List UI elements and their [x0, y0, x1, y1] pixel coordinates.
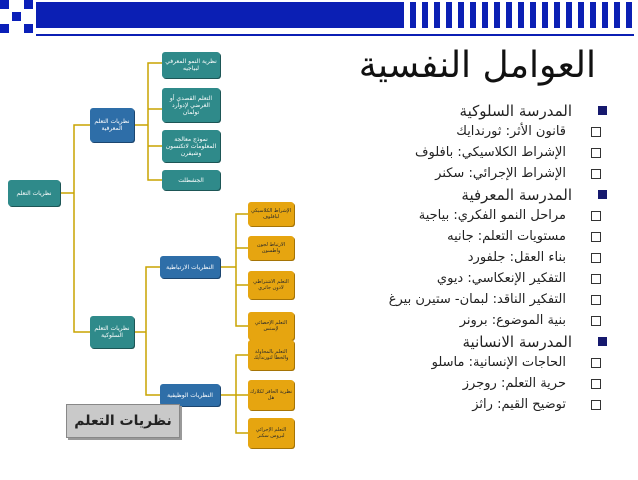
hollow-square-bullet-icon [584, 232, 608, 242]
header-bar [36, 2, 634, 28]
diagram-leaf-node: الإشراط الكلاسيكي لبافلوف [248, 202, 294, 226]
hollow-square-bullet-icon [584, 295, 608, 305]
diagram-leaf-node: التعلم بالمحاولة والخطأ لثورندايك [248, 340, 294, 370]
slide-title: العوامل النفسية [358, 45, 596, 86]
hollow-square-bullet-icon [584, 127, 608, 137]
diagram-leaf-node: نظرية الحافز لكلارك هل [248, 380, 294, 410]
title-rule [36, 34, 634, 36]
diagram-group-node: نظريات التعلم المعرفية [90, 108, 134, 142]
diagram-leaf-node: التعلم الإحصائي لإستس [248, 312, 294, 340]
outline-subitem: بناء العقل: جلفورد [314, 247, 614, 268]
outline-subitem: مراحل النمو الفكري: بياجية [314, 205, 614, 226]
outline-subitem: التفكير الإنعكاسي: ديوي [314, 268, 614, 289]
hollow-square-bullet-icon [584, 253, 608, 263]
diagram-leaf-node: التعلم القصدي أو الغرضي لإدوارد تولمان [162, 88, 220, 122]
diagram-subgroup-node: النظريات الوظيفية [160, 384, 220, 406]
outline-subitem: الإشراط الإجرائي: سكنر [314, 163, 614, 184]
square-bullet-icon [590, 106, 614, 115]
hollow-square-bullet-icon [584, 274, 608, 284]
outline-subitem: الإشراط الكلاسيكي: بافلوف [314, 142, 614, 163]
hollow-square-bullet-icon [584, 400, 608, 410]
hollow-square-bullet-icon [584, 316, 608, 326]
outline-subitem: بنية الموضوع: برونر [314, 310, 614, 331]
outline-subitem: الحاجات الإنسانية: ماسلو [314, 352, 614, 373]
diagram-leaf-node: الجشطلت [162, 170, 220, 190]
diagram-leaf-node: نموذج معالجة المعلومات لاتكنسون وشيفرن [162, 130, 220, 162]
diagram-leaf-node: التعلم الإجرائي لبروس سكنر [248, 418, 294, 448]
diagram-leaf-node: نظرية النمو المعرفي لبياجيه [162, 52, 220, 78]
diagram-subgroup-node: النظريات الارتباطية [160, 256, 220, 278]
diagram-caption: نظريات التعلم [66, 404, 180, 438]
diagram-group-node: نظريات التعلم السلوكية [90, 316, 134, 348]
outline-list [314, 100, 614, 415]
header-stripes [404, 2, 634, 28]
outline-item: المدرسة السلوكية [314, 100, 614, 121]
square-bullet-icon [590, 190, 614, 199]
outline-subitem: مستويات التعلم: جانيه [314, 226, 614, 247]
outline-subitem: توضيح القيم: راثز [314, 394, 614, 415]
diagram-leaf-node: الارتباط لجون واطسون [248, 236, 294, 260]
hollow-square-bullet-icon [584, 358, 608, 368]
hollow-square-bullet-icon [584, 211, 608, 221]
diagram-root-node: نظريات التعلم [8, 180, 60, 206]
outline-subitem: التفكير الناقد: لبمان- ستيرن بيرغ [314, 289, 614, 310]
outline-subitem: قانون الأثر: ثورندايك [314, 121, 614, 142]
outline-item: المدرسة المعرفية [314, 184, 614, 205]
outline-item: المدرسة الانسانية [314, 331, 614, 352]
hollow-square-bullet-icon [584, 169, 608, 179]
outline-subitem: حرية التعلم: روجرز [314, 373, 614, 394]
diagram-leaf-node: التعلم الاشتراطي لادون جاثري [248, 271, 294, 299]
square-bullet-icon [590, 337, 614, 346]
hollow-square-bullet-icon [584, 379, 608, 389]
hollow-square-bullet-icon [584, 148, 608, 158]
